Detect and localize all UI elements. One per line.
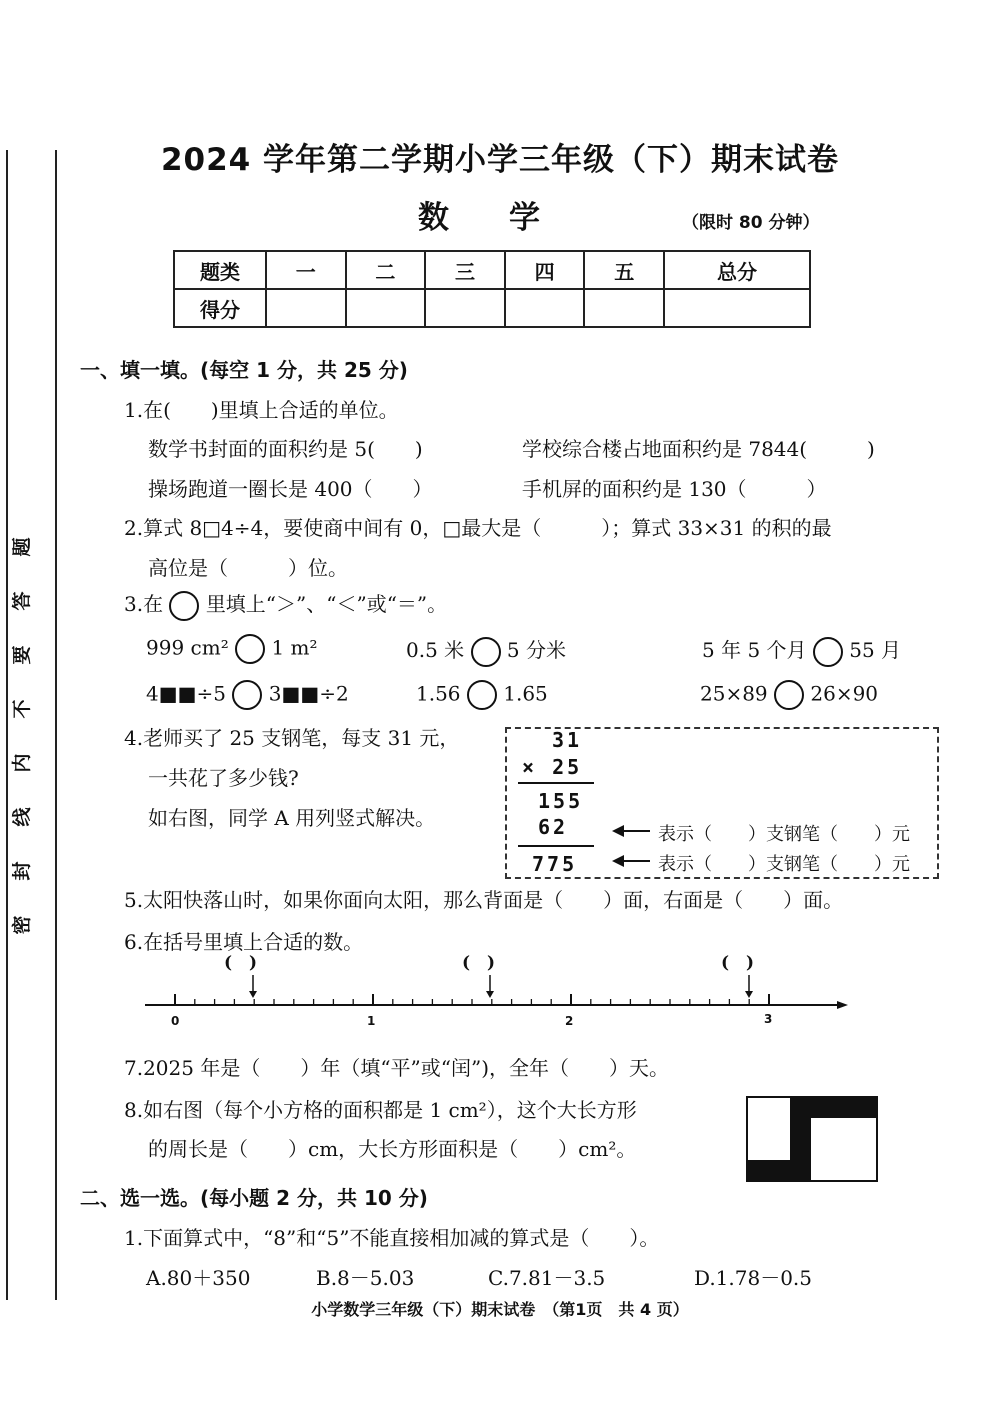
seal-char: 密 <box>11 915 33 935</box>
seal-char: 不 <box>11 699 33 719</box>
arrow-left-icon <box>612 825 650 837</box>
q4-line3: 如右图，同学 A 用列竖式解决。 <box>148 806 436 830</box>
tick-label: 0 <box>171 1014 180 1028</box>
compare-left: 1.56 <box>416 681 461 706</box>
q5: 5.太阳快落山时，如果你面向太阳，那么背面是（ ）面，右面是（ ）面。 <box>124 888 844 912</box>
compare-left: 25×89 <box>700 681 768 706</box>
arrow-left-icons <box>612 822 652 872</box>
option-c[interactable]: C.7.81－3.5 <box>488 1266 606 1290</box>
exam-title: 2024 学年第二学期小学三年级（下）期末试卷 <box>160 142 840 178</box>
seal-char: 答 <box>11 591 33 611</box>
q8-line2: 的周长是（ ）cm，大长方形面积是（ ）cm²。 <box>148 1137 637 1161</box>
score-blank[interactable] <box>505 289 585 327</box>
option-a[interactable]: A.80＋350 <box>146 1266 251 1290</box>
score-blank[interactable] <box>425 289 505 327</box>
score-cell: 总分 <box>664 251 810 289</box>
number-line-blank[interactable]: ( ) <box>462 953 496 973</box>
q1-d: 手机屏的面积约是 130（ ） <box>522 477 827 501</box>
margin-line-left <box>6 150 8 1300</box>
seal-char: 线 <box>11 807 33 827</box>
q1-c: 操场跑道一圈长是 400（ ） <box>148 477 433 501</box>
compare-circle-icon[interactable] <box>774 680 804 710</box>
compare-right: 1 m² <box>271 635 318 660</box>
q1-a: 数学书封面的面积约是 5( ) <box>148 437 423 461</box>
compare-circle-icon[interactable] <box>232 680 262 710</box>
seal-char: 封 <box>11 861 33 881</box>
score-blank[interactable] <box>346 289 426 327</box>
arrow-left-icon <box>612 855 650 867</box>
q3-stem <box>124 588 447 621</box>
score-cell: 四 <box>505 251 585 289</box>
compare-left: 4■■÷5 <box>146 681 226 706</box>
q6-stem: 6.在括号里填上合适的数。 <box>124 930 364 954</box>
score-table-score-row <box>174 289 810 327</box>
compare-circle-icon[interactable] <box>471 637 501 667</box>
score-table-header-row <box>174 251 810 289</box>
margin-line-right <box>55 150 57 1300</box>
section1-heading: 一、填一填。(每空 1 分，共 25 分) <box>80 358 408 382</box>
compare-right: 55 月 <box>849 638 902 662</box>
calc-row: 62 <box>538 815 569 839</box>
compare-left: 999 cm² <box>146 635 229 660</box>
score-label: 得分 <box>174 289 266 327</box>
score-table <box>173 250 811 328</box>
compare-circle-icon[interactable] <box>813 637 843 667</box>
subject-title: 数学 <box>418 200 600 236</box>
seal-line-text <box>11 520 46 952</box>
seal-char: 内 <box>11 753 33 773</box>
compare-item <box>406 634 566 667</box>
compare-item <box>416 680 548 710</box>
compare-item <box>702 634 901 667</box>
s2-q1-stem: 1.下面算式中，“8”和“5”不能直接相加减的算式是（ ）。 <box>124 1226 660 1250</box>
q2-line2: 高位是（ ）位。 <box>148 556 348 580</box>
calc-row: 155 <box>538 789 584 813</box>
calc-arrow-label-1: 表示（ ）支钢笔（ ）元 <box>658 824 910 845</box>
number-line-blank[interactable]: ( ) <box>721 953 755 973</box>
compare-left: 0.5 米 <box>406 638 465 662</box>
tick-label: 2 <box>565 1014 574 1028</box>
number-line <box>140 970 860 1010</box>
q4-line2: 一共花了多少钱? <box>148 766 299 790</box>
seal-char: 题 <box>11 537 33 557</box>
down-arrow-icon <box>745 975 753 998</box>
calc-row: 31 <box>552 728 583 752</box>
score-blank[interactable] <box>664 289 810 327</box>
score-blank[interactable] <box>266 289 346 327</box>
score-blank[interactable] <box>584 289 664 327</box>
score-cell: 五 <box>584 251 664 289</box>
option-b[interactable]: B.8－5.03 <box>316 1266 415 1290</box>
compare-item <box>146 634 318 664</box>
q3-stem-a: 3.在 <box>124 592 164 616</box>
q7: 7.2025 年是（ ）年（填“平”或“闰”)，全年（ ）天。 <box>124 1056 670 1080</box>
q3-stem-b: 里填上“＞”、“＜”或“＝”。 <box>205 592 448 616</box>
page-footer: 小学数学三年级（下）期末试卷 （第1页 共 4 页） <box>311 1300 689 1319</box>
tick-label: 1 <box>367 1014 376 1028</box>
seal-char: 要 <box>11 645 33 665</box>
score-cell: 题类 <box>174 251 266 289</box>
time-limit: （限时 80 分钟） <box>682 213 820 233</box>
compare-right: 26×90 <box>810 681 879 706</box>
number-line-blank[interactable]: ( ) <box>224 953 258 973</box>
compare-left: 5 年 5 个月 <box>702 638 807 662</box>
compare-right: 1.65 <box>503 681 548 706</box>
calc-row: × 25 <box>522 755 583 779</box>
q1-stem: 1.在( )里填上合适的单位。 <box>124 398 399 422</box>
rectangle-figure <box>746 1096 880 1182</box>
compare-item <box>146 680 349 710</box>
q8-line1: 8.如右图（每个小方格的面积都是 1 cm²），这个大长方形 <box>124 1098 637 1122</box>
calc-line <box>518 845 594 847</box>
q1-b: 学校综合楼占地面积约是 7844( ) <box>522 437 875 461</box>
score-cell: 二 <box>346 251 426 289</box>
q4-line1: 4.老师买了 25 支钢笔，每支 31 元， <box>124 726 460 750</box>
q2-line1: 2.算式 8□4÷4，要使商中间有 0，□最大是（ ）；算式 33×31 的积的最 <box>124 516 832 540</box>
compare-circle-icon[interactable] <box>467 680 497 710</box>
tick-label: 3 <box>764 1012 773 1026</box>
compare-circle-icon[interactable] <box>235 634 265 664</box>
calc-arrow-label-2: 表示（ ）支钢笔（ ）元 <box>658 854 910 875</box>
section2-heading: 二、选一选。(每小题 2 分，共 10 分) <box>80 1186 428 1210</box>
score-cell: 三 <box>425 251 505 289</box>
compare-circle-icon <box>169 591 199 621</box>
compare-right: 3■■÷2 <box>268 681 349 706</box>
option-d[interactable]: D.1.78－0.5 <box>694 1266 813 1290</box>
compare-item <box>700 680 878 710</box>
down-arrow-icon <box>249 975 257 998</box>
down-arrow-icon <box>486 975 494 998</box>
score-cell: 一 <box>266 251 346 289</box>
calc-row: 775 <box>532 852 578 876</box>
compare-right: 5 分米 <box>506 638 566 662</box>
calc-line <box>518 782 594 784</box>
